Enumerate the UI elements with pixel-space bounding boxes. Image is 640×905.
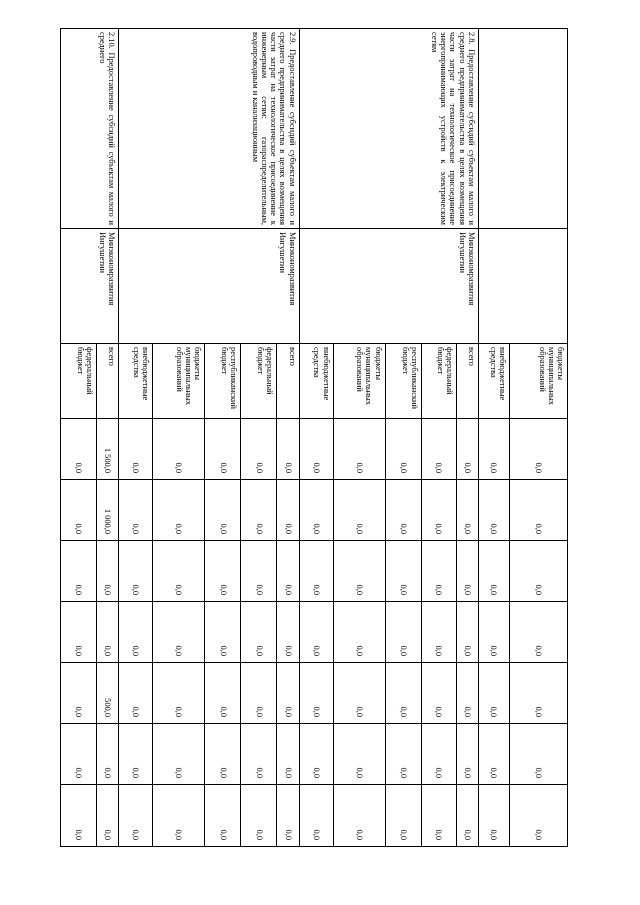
value-cell: 0,0 (97, 724, 119, 785)
value-cell: 0,0 (509, 541, 567, 602)
value-cell: 0,0 (277, 785, 299, 847)
value-cell: 0,0 (333, 602, 385, 663)
value-cell: 0,0 (478, 663, 509, 724)
value-cell: 0,0 (153, 663, 205, 724)
source-cell: всего (97, 344, 119, 419)
value-cell: 0,0 (478, 602, 509, 663)
value-cell: 0,0 (333, 480, 385, 541)
value-cell: 0,0 (385, 480, 421, 541)
executor-cell-continued (478, 229, 567, 344)
table-row (509, 29, 567, 847)
value-cell: 0,0 (333, 785, 385, 847)
value-cell: 0,0 (456, 785, 478, 847)
source-cell: республиканский бюджет (205, 344, 241, 419)
value-cell: 0,0 (478, 541, 509, 602)
value-cell: 0,0 (478, 480, 509, 541)
value-cell: 0,0 (277, 602, 299, 663)
value-cell: 0,0 (299, 602, 333, 663)
value-cell: 0,0 (333, 724, 385, 785)
value-cell: 0,0 (153, 541, 205, 602)
value-cell: 0,0 (456, 419, 478, 480)
source-cell: всего (277, 344, 299, 419)
value-cell: 0,0 (456, 724, 478, 785)
value-cell: 500,0 (97, 663, 119, 724)
value-cell: 0,0 (509, 419, 567, 480)
value-cell: 0,0 (241, 724, 277, 785)
value-cell: 0,0 (421, 602, 456, 663)
value-cell: 0,0 (119, 663, 153, 724)
measure-cell-continued (478, 29, 567, 229)
value-cell: 0,0 (299, 663, 333, 724)
value-cell: 0,0 (153, 480, 205, 541)
value-cell: 0,0 (205, 663, 241, 724)
value-cell: 0,0 (61, 541, 97, 602)
executor-2-10: Минэкономразвития Ингушетии (61, 229, 119, 344)
value-cell: 0,0 (119, 724, 153, 785)
value-cell: 0,0 (299, 724, 333, 785)
value-cell: 0,0 (119, 602, 153, 663)
source-cell: внебюджетные средства (119, 344, 153, 419)
source-cell: федеральный бюджет (241, 344, 277, 419)
value-cell: 0,0 (119, 419, 153, 480)
value-cell: 0,0 (61, 480, 97, 541)
value-cell: 0,0 (333, 419, 385, 480)
value-cell: 0,0 (119, 541, 153, 602)
source-cell: федеральный бюджет (421, 344, 456, 419)
value-cell: 0,0 (277, 663, 299, 724)
value-cell: 0,0 (456, 480, 478, 541)
value-cell: 0,0 (119, 480, 153, 541)
value-cell: 0,0 (385, 602, 421, 663)
rotated-table-container (60, 28, 568, 846)
value-cell: 0,0 (97, 541, 119, 602)
executor-2-9: Минэкономразвития Ингушетии (119, 229, 299, 344)
source-cell: бюджеты муниципальных образований (333, 344, 385, 419)
value-cell: 0,0 (241, 602, 277, 663)
value-cell: 0,0 (277, 419, 299, 480)
source-cell: внебюджетные средства (478, 344, 509, 419)
value-cell: 0,0 (277, 724, 299, 785)
value-cell: 0,0 (333, 663, 385, 724)
value-cell: 0,0 (421, 785, 456, 847)
value-cell: 0,0 (241, 663, 277, 724)
table-row (97, 29, 119, 847)
value-cell: 0,0 (299, 785, 333, 847)
value-cell: 0,0 (333, 541, 385, 602)
value-cell: 0,0 (205, 724, 241, 785)
value-cell: 0,0 (205, 541, 241, 602)
value-cell: 0,0 (421, 541, 456, 602)
value-cell: 0,0 (478, 419, 509, 480)
value-cell: 0,0 (299, 419, 333, 480)
value-cell: 0,0 (153, 724, 205, 785)
source-cell: внебюджетные средства (299, 344, 333, 419)
value-cell: 0,0 (61, 724, 97, 785)
source-cell: бюджеты муниципальных образований (509, 344, 567, 419)
value-cell: 0,0 (421, 724, 456, 785)
source-cell: всего (456, 344, 478, 419)
value-cell: 0,0 (509, 663, 567, 724)
value-cell: 0,0 (456, 541, 478, 602)
value-cell: 0,0 (97, 785, 119, 847)
measure-2-9: 2.9. Предоставление субсидий субъектам малого и среднего предпринимательства в целях возмещения части затрат на технологическое присоединение к инженерным сетям: газораспределительным, водопроводным и канализационным (119, 29, 299, 229)
value-cell: 0,0 (241, 541, 277, 602)
value-cell: 0,0 (456, 663, 478, 724)
executor-2-8: Минэкономразвития Ингушетии (299, 229, 478, 344)
value-cell: 0,0 (205, 602, 241, 663)
value-cell: 0,0 (299, 480, 333, 541)
value-cell: 0,0 (509, 480, 567, 541)
value-cell: 0,0 (385, 663, 421, 724)
value-cell: 0,0 (509, 724, 567, 785)
value-cell: 0,0 (456, 602, 478, 663)
value-cell: 0,0 (97, 602, 119, 663)
value-cell: 1 000,0 (97, 480, 119, 541)
table-row (277, 29, 299, 847)
value-cell: 0,0 (421, 419, 456, 480)
value-cell: 0,0 (509, 785, 567, 847)
value-cell: 0,0 (61, 602, 97, 663)
value-cell: 0,0 (385, 541, 421, 602)
value-cell: 0,0 (153, 785, 205, 847)
value-cell: 0,0 (61, 785, 97, 847)
measure-2-10: 2.10. Предоставление субсидий субъектам малого и среднего (61, 29, 119, 229)
budget-table (60, 28, 568, 847)
value-cell: 0,0 (509, 602, 567, 663)
value-cell: 0,0 (241, 419, 277, 480)
source-cell: бюджеты муниципальных образований (153, 344, 205, 419)
value-cell: 0,0 (277, 541, 299, 602)
value-cell: 0,0 (205, 419, 241, 480)
source-cell: республиканский бюджет (385, 344, 421, 419)
source-cell: федеральный бюджет (61, 344, 97, 419)
value-cell: 0,0 (478, 724, 509, 785)
table-row (456, 29, 478, 847)
value-cell: 0,0 (421, 480, 456, 541)
value-cell: 0,0 (119, 785, 153, 847)
value-cell: 0,0 (385, 419, 421, 480)
value-cell: 0,0 (241, 480, 277, 541)
measure-2-8: 2.8. Предоставление субсидий субъектам малого и среднего предпринимательства в целях возмещения части затрат на технологическое присоединение энергопринимающих устройств к электрическим сетям (299, 29, 478, 229)
value-cell: 1 500,0 (97, 419, 119, 480)
value-cell: 0,0 (153, 602, 205, 663)
value-cell: 0,0 (153, 419, 205, 480)
value-cell: 0,0 (61, 419, 97, 480)
value-cell: 0,0 (385, 724, 421, 785)
value-cell: 0,0 (241, 785, 277, 847)
value-cell: 0,0 (478, 785, 509, 847)
value-cell: 0,0 (205, 785, 241, 847)
value-cell: 0,0 (299, 541, 333, 602)
value-cell: 0,0 (385, 785, 421, 847)
value-cell: 0,0 (421, 663, 456, 724)
value-cell: 0,0 (205, 480, 241, 541)
value-cell: 0,0 (277, 480, 299, 541)
value-cell: 0,0 (61, 663, 97, 724)
